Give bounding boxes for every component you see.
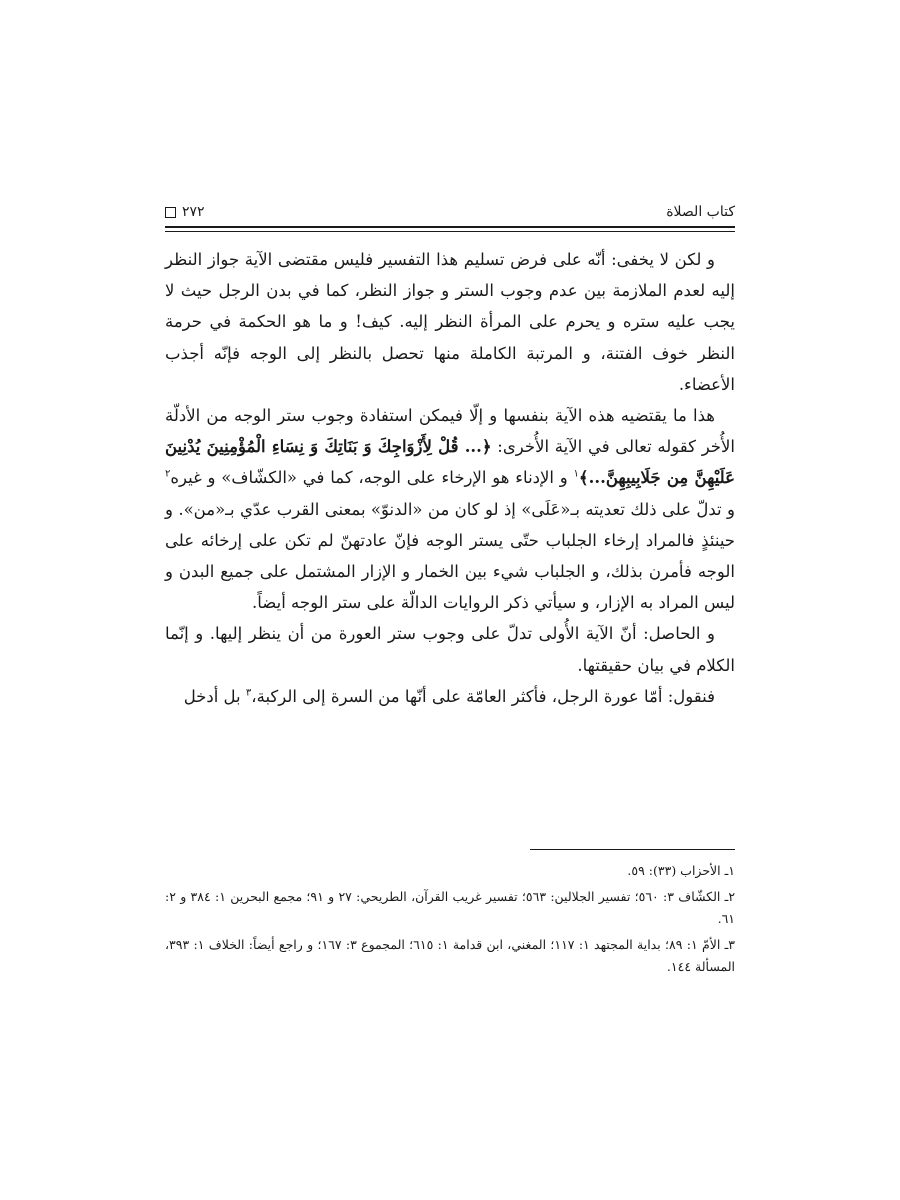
quran-verse: ﴿... قُلْ لِأَزْوَاجِكَ وَ بَنَاتِكَ وَ نِسَاءِ الْمُؤْمِنِينَ يُدْنِينَ عَلَيْهِنَّ مِن جَلَابِيبِهِنَّ...﴾ (165, 437, 735, 488)
square-icon (165, 207, 176, 218)
running-title: كتاب الصلاة (666, 204, 735, 220)
paragraph-2 (165, 400, 735, 618)
paragraph-2-part-c: و تدلّ على ذلك تعديته بـ«عَلَى» إذ لو كان من «الدنوّ» بمعنى القرب عدّي بـ«من». و حينئذٍ فالمراد إرخاء الجلباب حتّى يستر الوجه فإنّ عادتهنّ لم تكن على إرخائه على الوجه فأمرن بذلك، و الجلباب شيء بين الخمار و الإزار المشتمل على جميع البدن و ليس المراد به الإزار، و سيأتي ذكر الروايات الدالّة على ستر الوجه أيضاً. (165, 499, 735, 613)
footnote-1: ١ـ الأحزاب (٣٣): ٥٩. (627, 863, 735, 878)
paragraph-4 (165, 681, 735, 712)
footnote-2: ٢ـ الكشّاف ٣: ٥٦٠؛ تفسير الجلالين: ٥٦٣؛ تفسير غريب القرآن، الطريحي: ٢٧ و ٩١؛ مجمع البحرين ١: ٣٨٤ و ٢: ٦١. (165, 889, 736, 926)
paragraph-4-part-b: بل أدخل (183, 686, 246, 706)
header-rule-thin (165, 231, 735, 232)
paragraph-4-part-a: فنقول: أمّا عورة الرجل، فأكثر العامّة على أنّها من السرة إلى الركبة، (251, 686, 715, 706)
page-header (165, 198, 735, 224)
paragraph-1: و لكن لا يخفى: أنّه على فرض تسليم هذا التفسير فليس مقتضى الآية جواز النظر إليه لعدم الملازمة بين عدم وجوب الستر و جواز النظر، كما في بدن الرجل حيث لا يجب عليه ستره و يحرم على المرأة النظر إليه. كيف! و ما هو الحكمة في حرمة النظر خوف الفتنة، و المرتبة الكاملة منها تحصل بالنظر إلى الوجه فإنّه أجذب الأعضاء. (165, 250, 735, 394)
page-number (165, 204, 205, 220)
footnote-ref-2: ٢ (165, 468, 171, 480)
header-rule-thick (165, 226, 735, 228)
page-number-text: ٢٧٢ (182, 204, 205, 220)
footnote-3: ٣ـ الأمّ ١: ٨٩؛ بداية المجتهد ١: ١١٧؛ المغني، ابن قدامة ١: ٦١٥؛ المجموع ٣: ١٦٧؛ و راجع أيضاً: الخلاف ١: ٣٩٣، المسألة ١٤٤. (165, 937, 735, 974)
footnote-ref-3: ٣ (245, 687, 252, 699)
book-page (165, 0, 735, 1200)
paragraph-2-part-a: هذا ما يقتضيه هذه الآية بنفسها و إلّا فيمكن استفادة وجوب ستر الوجه من الأدلّة الأُخر كقوله تعالى في الآية الأُخرى: (165, 406, 735, 457)
paragraph-3: و الحاصل: أنّ الآية الأُولى تدلّ على وجوب ستر العورة من أن ينظر إليها. و إنّما الكلام في بيان حقيقتها. (165, 624, 735, 675)
footnote-rule (530, 849, 735, 850)
main-text (165, 244, 735, 712)
paragraph-2-part-b: و الإدناء هو الإرخاء على الوجه، كما في «الكشّاف» و غيره (170, 468, 574, 488)
footnotes (165, 860, 735, 982)
footnote-ref-1: ١ (573, 468, 579, 480)
